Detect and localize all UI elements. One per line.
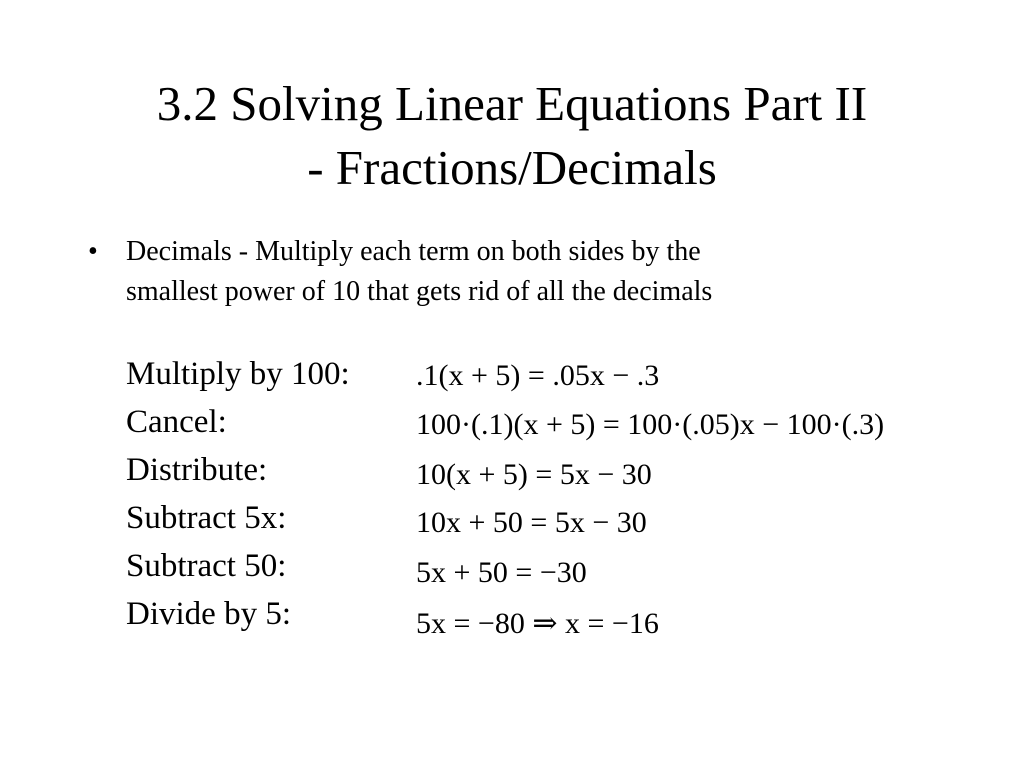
bullet-text: [126, 232, 946, 312]
step-equation: 5x + 50 = −30: [416, 556, 587, 589]
step-label: Subtract 50:: [126, 548, 287, 584]
title-line-2: - Fractions/Decimals: [307, 140, 717, 195]
step-equation: 100·(.1)(x + 5) = 100·(.05)x − 100·(.3): [416, 408, 885, 441]
step-equation: 5x = −80 ⇒ x = −16: [416, 607, 659, 640]
step-equation: 10x + 50 = 5x − 30: [416, 506, 647, 539]
slide-title: [0, 72, 1024, 200]
step-label: Subtract 5x:: [126, 500, 287, 536]
bullet-marker: •: [88, 236, 98, 267]
bullet-line-2: smallest power of 10 that gets rid of all the decimals: [126, 276, 713, 307]
bullet-line-1: Decimals - Multiply each term on both sides by the: [126, 236, 701, 267]
step-label: Distribute:: [126, 452, 268, 488]
step-label: Divide by 5:: [126, 596, 291, 632]
step-label: Multiply by 100:: [126, 356, 350, 392]
title-line-1: 3.2 Solving Linear Equations Part II: [156, 76, 868, 131]
step-label: Cancel:: [126, 404, 227, 440]
step-equation: .1(x + 5) = .05x − .3: [416, 359, 660, 392]
step-equation: 10(x + 5) = 5x − 30: [416, 458, 652, 491]
